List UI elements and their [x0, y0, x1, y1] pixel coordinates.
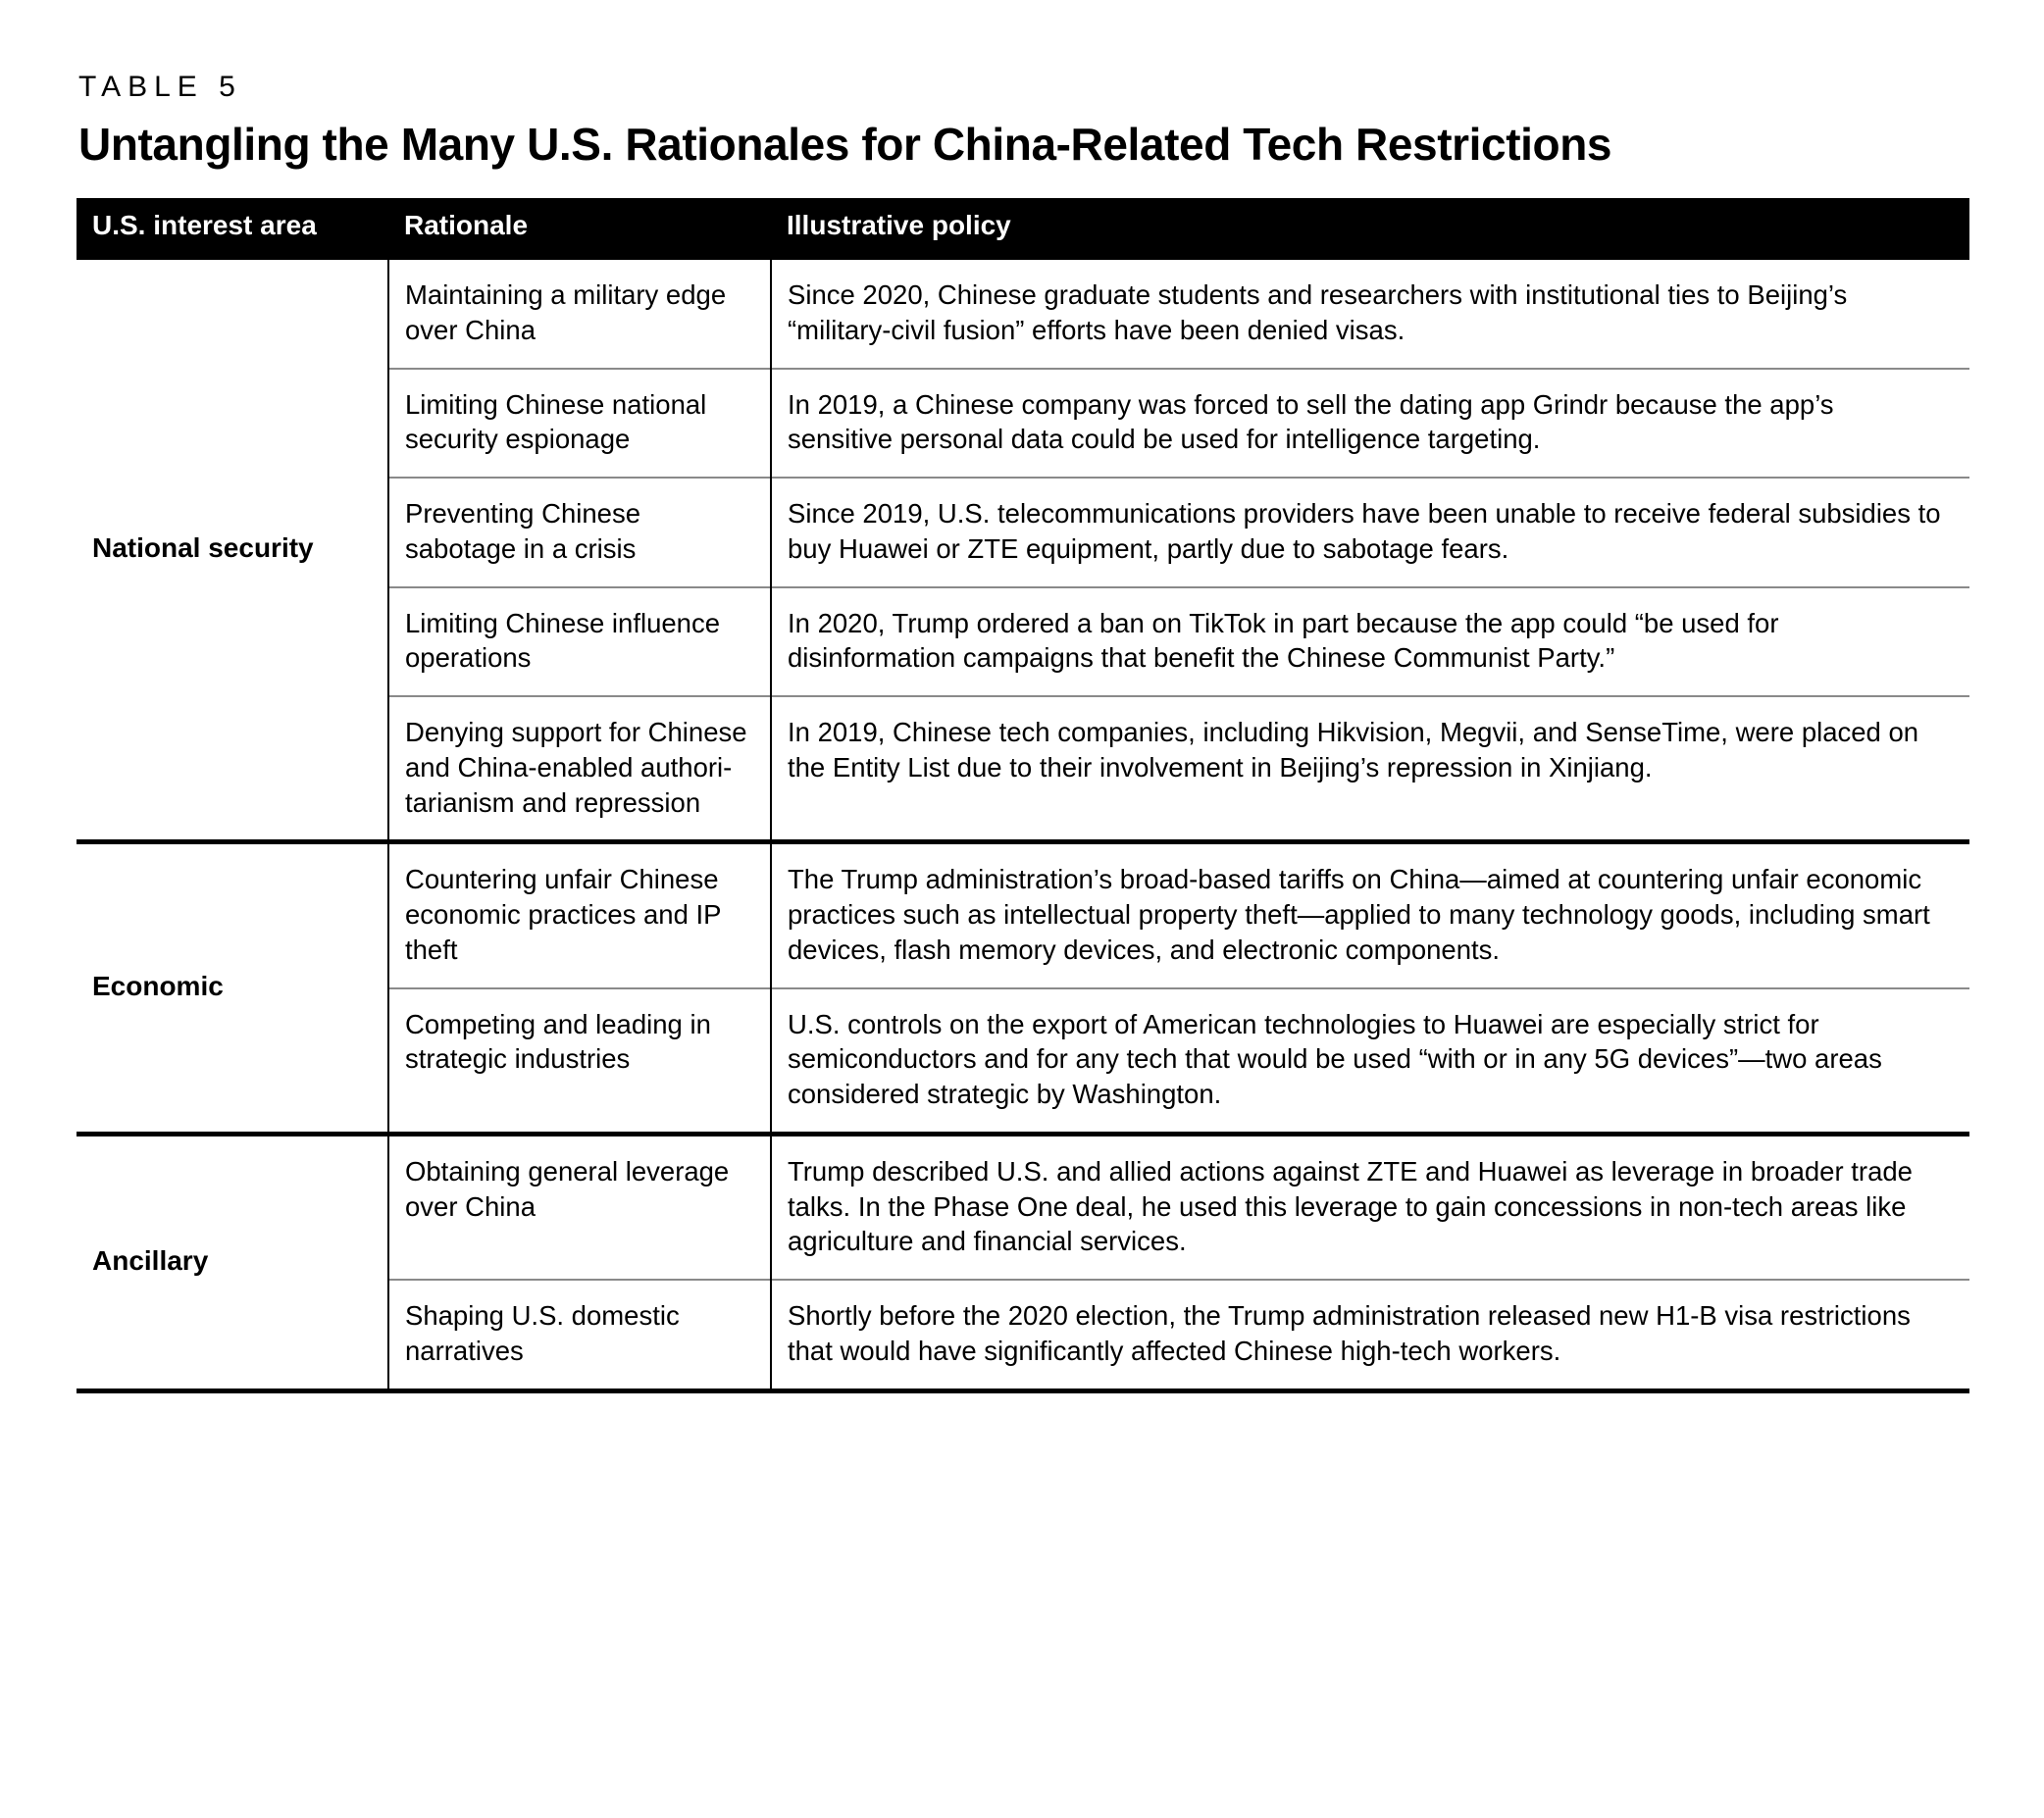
rationale-cell: Obtaining general leverage over China: [388, 1134, 771, 1280]
column-header-rationale: Rationale: [388, 198, 771, 258]
policy-cell: Since 2019, U.S. telecommunications providers have been unable to receive federal subsidies to buy Huawei or ZTE equipment, partly due to sabotage fears.: [771, 478, 1969, 587]
table-bottom-rule: [77, 1389, 1969, 1393]
table-row: [77, 258, 1969, 369]
table-row: [77, 1134, 1969, 1280]
policy-cell: In 2019, Chinese tech companies, including Hikvision, Megvii, and SenseTime, were placed on the Entity List due to their involvement in Beijing’s repression in Xinjiang.: [771, 696, 1969, 842]
rationales-table: [77, 198, 1969, 1389]
rationale-cell: Competing and leading in strategic industries: [388, 988, 771, 1135]
page-title: Untangling the Many U.S. Rationales for China-Related Tech Restrictions: [78, 119, 1612, 170]
rationale-cell: Maintaining a military edge over China: [388, 258, 771, 369]
column-header-interest-area: U.S. interest area: [77, 198, 388, 258]
rationale-cell: Denying support for Chinese and China-enabled authori-tarianism and repression: [388, 696, 771, 842]
rationale-cell: Countering unfair Chinese economic practices and IP theft: [388, 842, 771, 988]
table-body: [77, 258, 1969, 1389]
policy-cell: Trump described U.S. and allied actions against ZTE and Huawei as leverage in broader trade talks. In the Phase One deal, he used this leverage to gain concessions in non-tech areas like agriculture and financial services.: [771, 1134, 1969, 1280]
group-label-national-security: National security: [77, 258, 388, 842]
policy-cell: Since 2020, Chinese graduate students and researchers with institutional ties to Beijing’s “military-civil fusion” efforts have been denied visas.: [771, 258, 1969, 369]
table-header: [77, 198, 1969, 258]
column-header-policy: Illustrative policy: [771, 198, 1969, 258]
policy-cell: In 2019, a Chinese company was forced to sell the dating app Grindr because the app’s sensitive personal data could be used for intelligence targeting.: [771, 369, 1969, 479]
table-label: TABLE 5: [78, 71, 242, 103]
group-label-ancillary: Ancillary: [77, 1134, 388, 1388]
table-row: [77, 842, 1969, 988]
policy-cell: In 2020, Trump ordered a ban on TikTok in part because the app could “be used for disinformation campaigns that benefit the Chinese Communist Party.”: [771, 587, 1969, 697]
policy-cell: U.S. controls on the export of American technologies to Huawei are especially strict for semiconductors and for any tech that would be used “with or in any 5G devices”—two areas considered strategic by Washington.: [771, 988, 1969, 1135]
table-header-row: [77, 198, 1969, 258]
rationale-cell: Shaping U.S. domestic narratives: [388, 1280, 771, 1389]
policy-cell: The Trump administration’s broad-based tariffs on China—aimed at countering unfair economic practices such as intellectual property theft—applied to many technology goods, including smart devices, flash memory devices, and electronic components.: [771, 842, 1969, 988]
rationale-cell: Limiting Chinese national security espionage: [388, 369, 771, 479]
policy-cell: Shortly before the 2020 election, the Trump administration released new H1-B visa restrictions that would have significantly affected Chinese high-tech workers.: [771, 1280, 1969, 1389]
rationale-cell: Preventing Chinese sabotage in a crisis: [388, 478, 771, 587]
group-label-economic: Economic: [77, 842, 388, 1135]
rationale-cell: Limiting Chinese influence operations: [388, 587, 771, 697]
